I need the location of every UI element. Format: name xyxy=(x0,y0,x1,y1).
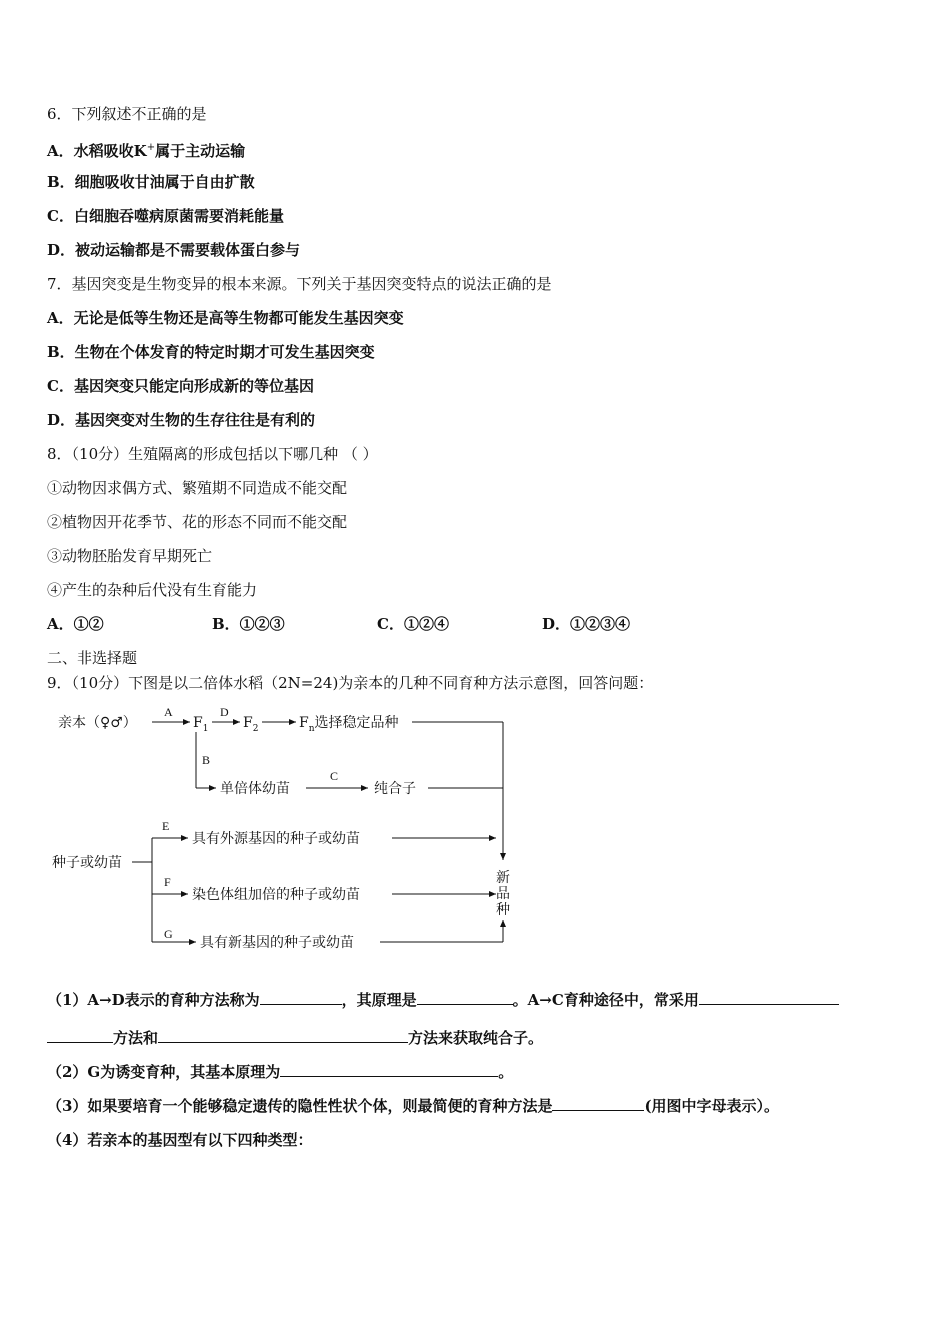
q9-part1-e: 方法来获取纯合子。 xyxy=(408,1029,544,1047)
q9-blank-3b[interactable] xyxy=(47,1028,113,1043)
label-g: G xyxy=(164,927,173,941)
q9-blank-2[interactable] xyxy=(417,990,513,1005)
diagram-f1-sub: 1 xyxy=(202,724,209,734)
q7-stem: 7．基因突变是生物变异的根本来源。下列关于基因突变特点的说法正确的是 xyxy=(47,275,552,293)
q9-part1-line2 xyxy=(47,1028,543,1048)
q6-option-d: D．被动运输都是不需要载体蛋白参与 xyxy=(47,241,301,259)
diagram-f1 xyxy=(193,715,208,734)
diagram-newvar-3: 种 xyxy=(496,902,510,918)
q9-part2-b: 。 xyxy=(498,1063,514,1081)
q9-stem: 9．（10分）下图是以二倍体水稻（2N=24)为亲本的几种不同育种方法示意图，回答问题： xyxy=(47,674,654,692)
breeding-diagram xyxy=(50,700,520,960)
diagram-fn-letter: F xyxy=(299,715,309,731)
diagram-fn-sub: n xyxy=(308,724,315,734)
q7-option-a: A．无论是低等生物还是高等生物都可能发生基因突变 xyxy=(47,309,404,327)
diagram-newvar-1: 新 xyxy=(496,870,510,886)
diagram-parent: 亲本（♀♂） xyxy=(58,715,137,731)
q8-item-2: ②植物因开花季节、花的形态不同而不能交配 xyxy=(47,513,348,531)
q8-option-d: D．①②③④ xyxy=(542,615,631,633)
diagram-doubled: 染色体组加倍的种子或幼苗 xyxy=(192,887,360,903)
diagram-exo: 具有外源基因的种子或幼苗 xyxy=(192,831,360,847)
q6-option-a-pre: A．水稻吸收 xyxy=(47,142,134,160)
label-d: D xyxy=(220,705,229,719)
q9-blank-1[interactable] xyxy=(260,990,342,1005)
label-a: A xyxy=(164,705,173,719)
label-f: F xyxy=(164,875,171,889)
diagram-seed: 种子或幼苗 xyxy=(52,855,122,871)
q8-options xyxy=(47,614,630,634)
diagram-newvar-2: 品 xyxy=(496,886,510,902)
q7-option-c: C．基因突变只能定向形成新的等位基因 xyxy=(47,377,314,395)
q9-blank-3a[interactable] xyxy=(699,990,839,1005)
q6-option-a-ion: K xyxy=(133,142,147,160)
q9-part2 xyxy=(47,1062,513,1082)
q9-part3-b: (用图中字母表示）。 xyxy=(644,1097,780,1115)
diagram-haploid: 单倍体幼苗 xyxy=(220,781,290,797)
q8-option-b: B．①②③ xyxy=(212,615,285,633)
q8-item-4: ④产生的杂种后代没有生育能力 xyxy=(47,581,258,599)
q8-option-a: A．①② xyxy=(47,615,104,633)
q6-option-c: C．白细胞吞噬病原菌需要消耗能量 xyxy=(47,207,284,225)
q6-option-a-post: 属于主动运输 xyxy=(155,142,246,160)
q7-option-d: D．基因突变对生物的生存往往是有利的 xyxy=(47,411,316,429)
q6-option-a xyxy=(47,138,245,161)
label-e: E xyxy=(162,819,170,833)
q9-blank-6[interactable] xyxy=(552,1096,644,1111)
diagram-f2 xyxy=(243,715,258,734)
q9-part2-a: （2）G为诱变育种，其基本原理为 xyxy=(47,1063,281,1081)
q9-part1-a: （1）A→D表示的育种方法称为 xyxy=(47,991,260,1009)
diagram-newgene: 具有新基因的种子或幼苗 xyxy=(200,935,354,951)
section-heading: 二、非选择题 xyxy=(47,649,138,667)
q8-option-c: C．①②④ xyxy=(377,615,449,633)
diagram-f2-sub: 2 xyxy=(252,724,259,734)
label-c: C xyxy=(330,769,339,783)
q9-blank-4[interactable] xyxy=(158,1028,408,1043)
diagram-fn-text: 选择稳定品种 xyxy=(314,715,399,731)
q7-option-b: B．生物在个体发育的特定时期才可发生基因突变 xyxy=(47,343,375,361)
q9-part1-line1 xyxy=(47,990,839,1010)
label-b: B xyxy=(202,753,211,767)
breeding-diagram-svg xyxy=(50,700,520,960)
q9-part1-d: 方法和 xyxy=(113,1029,159,1047)
diagram-pure: 纯合子 xyxy=(374,781,416,797)
diagram-f1-letter: F xyxy=(193,715,203,731)
q8-item-3: ③动物胚胎发育早期死亡 xyxy=(47,547,213,565)
q6-stem: 6．下列叙述不正确的是 xyxy=(47,105,207,123)
q9-part4: （4）若亲本的基因型有以下四种类型： xyxy=(47,1131,313,1149)
q6-option-b: B．细胞吸收甘油属于自由扩散 xyxy=(47,173,255,191)
q9-part3-a: （3）如果要培育一个能够稳定遗传的隐性性状个体，则最简便的育种方法是 xyxy=(47,1097,553,1115)
q8-item-1: ①动物因求偶方式、繁殖期不同造成不能交配 xyxy=(47,479,348,497)
q6-option-a-sup: + xyxy=(146,142,156,153)
diagram-f2-letter: F xyxy=(243,715,253,731)
q9-part1-c: 。A→C育种途径中，常采用 xyxy=(512,991,699,1009)
diagram-fn xyxy=(299,714,399,734)
q9-part3 xyxy=(47,1096,779,1116)
q8-stem: 8．（10分）生殖隔离的形成包括以下哪几种 （ ） xyxy=(47,445,378,463)
q9-blank-5[interactable] xyxy=(280,1062,498,1077)
q9-part1-b: ，其原理是 xyxy=(341,991,417,1009)
